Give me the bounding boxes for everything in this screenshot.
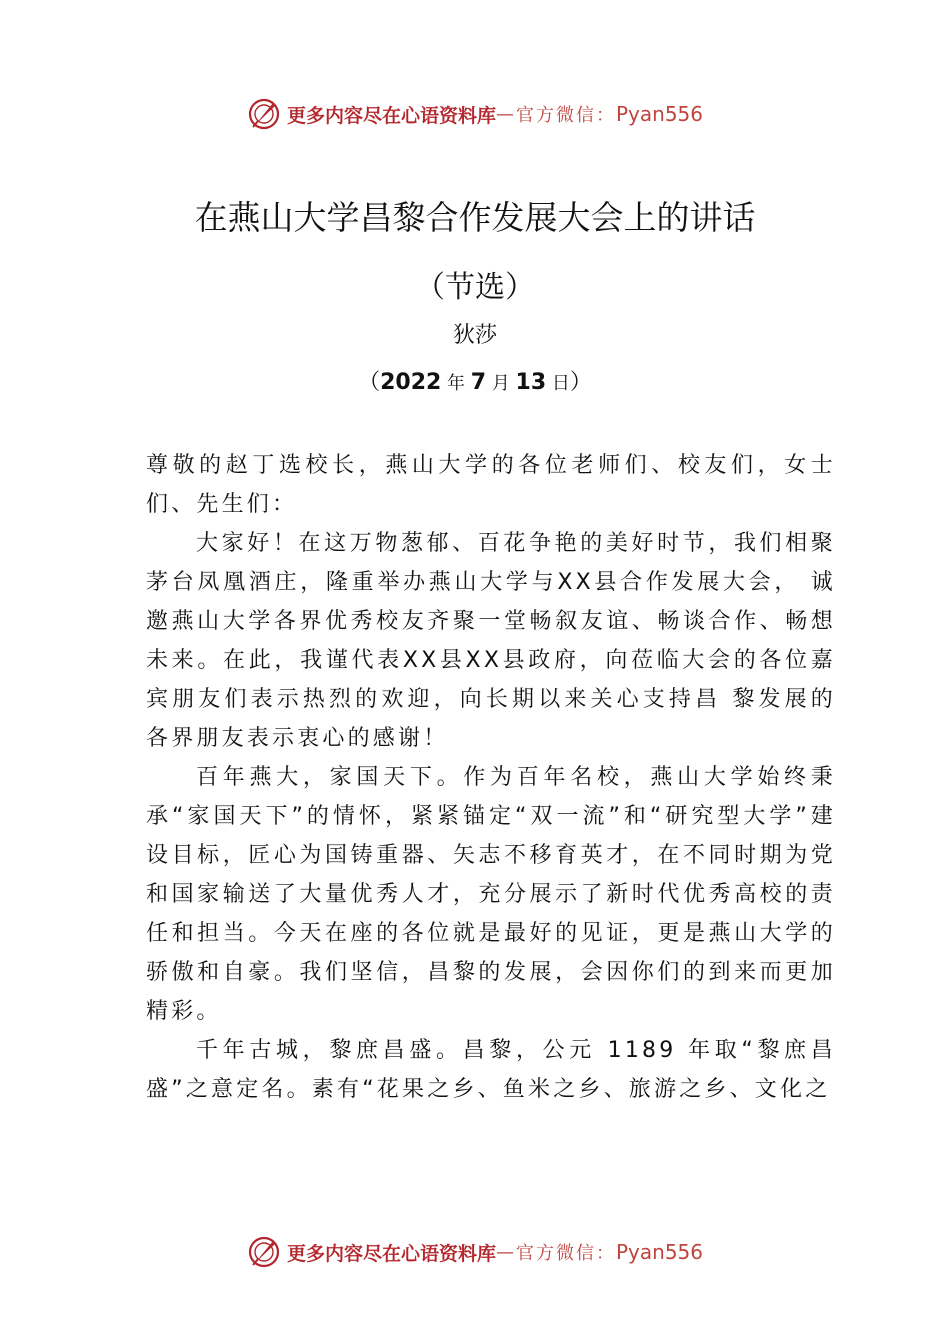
document-author: 狄莎 bbox=[452, 323, 497, 348]
banner-dash: — bbox=[496, 1241, 516, 1263]
date-month: 7 bbox=[470, 370, 487, 395]
date-year: 2022 bbox=[380, 370, 442, 395]
quill-logo-icon bbox=[247, 97, 281, 131]
banner-dash: — bbox=[496, 103, 516, 125]
date-year-unit: 年 bbox=[441, 373, 471, 394]
date-open: （ bbox=[358, 370, 381, 395]
document-title: 在燕山大学昌黎合作发展大会上的讲话 bbox=[194, 198, 756, 237]
banner-official-label: 官方微信： bbox=[516, 1243, 616, 1264]
date-day-unit: 日 bbox=[546, 373, 570, 394]
banner-official-label: 官方微信： bbox=[516, 105, 616, 126]
document-date bbox=[0, 365, 950, 396]
banner-wechat-id: Pyan556 bbox=[616, 102, 704, 126]
body-paragraph: 大家好！在这万物葱郁、百花争艳的美好时节，我们相聚茅台凤凰酒庄，隆重举办燕山大学与XX县合作发展大会， 诚邀燕山大学各界优秀校友齐聚一堂畅叙友谊、畅谈合作、畅想未来。在此，我谨代表XX县XX县政府，向莅临大会的各位嘉宾朋友们表示热烈的欢迎，向长期以来关心支持昌 黎发展的各界朋友表示衷心的感谢！ bbox=[146, 531, 836, 751]
banner-library-text: 更多内容尽在心语资料库 bbox=[286, 104, 496, 127]
date-close: ） bbox=[569, 370, 592, 395]
date-day: 13 bbox=[515, 370, 547, 395]
document-body bbox=[146, 446, 836, 1109]
footer-banner bbox=[0, 1232, 950, 1272]
quill-logo-icon bbox=[247, 1235, 281, 1269]
banner-wechat-id: Pyan556 bbox=[616, 1240, 704, 1264]
banner-library-text: 更多内容尽在心语资料库 bbox=[286, 1242, 496, 1265]
date-month-unit: 月 bbox=[486, 373, 516, 394]
document-subtitle: （节选） bbox=[415, 270, 535, 305]
body-paragraph: 百年燕大，家国天下。作为百年名校，燕山大学始终秉承“家国天下”的情怀，紧紧锚定“双一流”和“研究型大学”建设目标，匠心为国铸重器、矢志不移育英才，在不同时期为党和国家输送了大量优秀人才，充分展示了新时代优秀高校的责任和担当。今天在座的各位就是最好的见证，更是燕山大学的骄傲和自豪。我们坚信，昌黎的发展，会因你们的到来而更加精彩。 bbox=[146, 765, 836, 1024]
body-paragraph: 千年古城，黎庶昌盛。昌黎，公元 1189 年取“黎庶昌盛”之意定名。素有“花果之乡、鱼米之乡、旅游之乡、文化之 bbox=[146, 1038, 836, 1102]
salutation-paragraph: 尊敬的赵丁选校长，燕山大学的各位老师们、校友们，女士们、先生们： bbox=[146, 453, 836, 517]
header-banner bbox=[0, 94, 950, 134]
